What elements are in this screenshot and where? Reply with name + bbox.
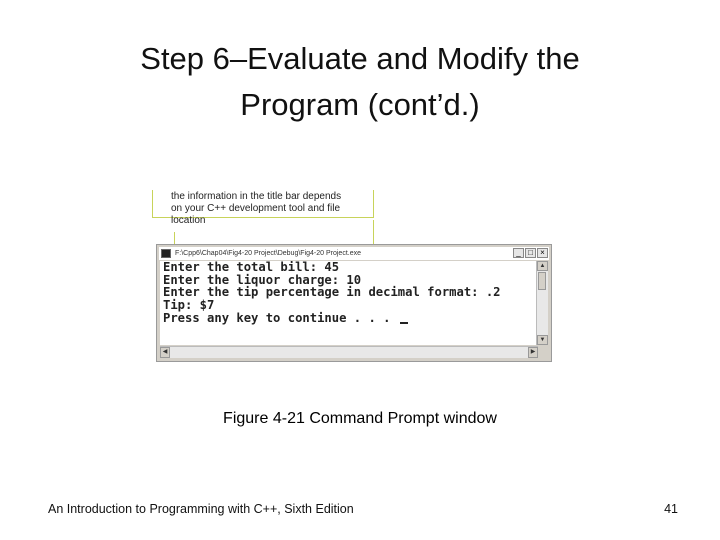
- maximize-button[interactable]: □: [525, 248, 536, 258]
- footer-book-title: An Introduction to Programming with C++, Sixth Edition: [48, 502, 354, 516]
- vertical-scroll-thumb[interactable]: [538, 272, 546, 290]
- window-title: F:\Cpp6\Chap04\Fig4-20 Project\Debug\Fig4-20 Project.exe: [175, 250, 361, 257]
- footer-page-number: 41: [664, 502, 678, 516]
- window-titlebar[interactable]: [159, 247, 549, 260]
- console-line: Tip: $7: [163, 298, 215, 313]
- minimize-button[interactable]: _: [513, 248, 524, 258]
- command-prompt-window: [156, 244, 552, 362]
- slide-title-line1: Step 6–Evaluate and Modify the: [140, 41, 580, 76]
- vertical-scrollbar[interactable]: [536, 261, 548, 345]
- console-app-icon: [161, 249, 171, 258]
- close-button[interactable]: ×: [537, 248, 548, 258]
- slide-title: [60, 36, 660, 128]
- callout-line2: on your C++ development tool and file location: [171, 203, 340, 226]
- figure-caption: Figure 4-21 Command Prompt window: [223, 410, 497, 427]
- callout-leader-right: [373, 220, 374, 246]
- window-controls: [513, 248, 548, 258]
- console-output[interactable]: [160, 261, 538, 345]
- text-cursor: [400, 322, 408, 324]
- callout-box: [152, 190, 374, 226]
- horizontal-scrollbar[interactable]: [160, 346, 538, 358]
- callout-text: [171, 191, 371, 227]
- console-line: Enter the liquor charge: 10: [163, 272, 362, 287]
- console-line-text: Press any key to continue . . .: [163, 310, 398, 325]
- scroll-right-arrow-icon[interactable]: ▶: [528, 347, 538, 358]
- scroll-down-arrow-icon[interactable]: ▼: [537, 335, 548, 345]
- console-line-prompt: [160, 312, 538, 325]
- scroll-left-arrow-icon[interactable]: ◀: [160, 347, 170, 358]
- console-line: Enter the total bill: 45: [163, 261, 340, 274]
- console-line: Enter the tip percentage in decimal format: .2: [163, 285, 501, 300]
- callout-line1: the information in the title bar depends: [171, 191, 342, 202]
- slide-title-line2: Program (cont’d.): [240, 87, 480, 122]
- scroll-up-arrow-icon[interactable]: ▲: [537, 261, 548, 271]
